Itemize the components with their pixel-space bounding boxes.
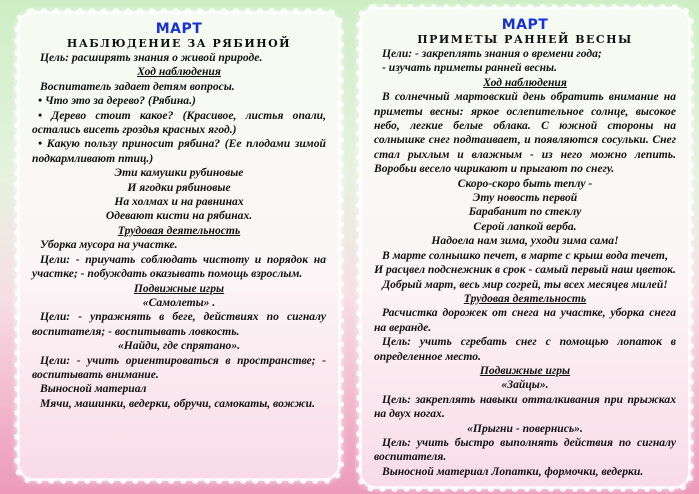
paragraph: - изучать приметы ранней весны. — [382, 61, 557, 75]
paragraph: Цели: - упражнять в беге, действиях по сигналу воспитателя; - воспитывать ловкость. — [32, 310, 326, 338]
left-page-panel — [20, 14, 338, 478]
paragraph: Выносной материал — [40, 382, 147, 396]
paragraph: В солнечный мартовский день обратить внимание на приметы весны: яркое ослепительное солнце, высокое небо, легкие белые облака. С южной стороны на солнышке снег подтаивает, и появляются сосульки. Снег стал рыхлым и влажным - из него можно лепить. Воробьи весело чирикают и прыгают по снегу. — [374, 90, 676, 176]
verse-line: «Зайцы». — [501, 378, 549, 392]
verse-line: Эти камушки рубиновые — [114, 166, 244, 180]
paragraph: Цели: - учить ориентироваться в пространстве; - воспитывать внимание. — [32, 353, 326, 381]
verse-line: Надоела нам зима, уходи зима сама! — [431, 234, 619, 248]
section-title: НАБЛЮДЕНИЕ ЗА РЯБИНОЙ — [66, 37, 292, 50]
verse-line: Скоро-скоро быть теплу - — [457, 176, 593, 190]
bullet-item: • Дерево стоит какое? (Красивое, листья опали, остались висеть гроздья красных ягод.) — [32, 108, 326, 137]
section-title: ПРИМЕТЫ РАННЕЙ ВЕСНЫ — [417, 33, 633, 46]
month-heading: МАРТ — [155, 21, 203, 37]
subheading: Ход наблюдения — [483, 75, 567, 89]
subheading: Подвижные игры — [479, 363, 571, 377]
paragraph: Расчистка дорожек от снега на участке, уборка снега на веранде. — [374, 306, 676, 334]
paragraph: Цель: учить быстро выполнять действия по сигналу воспитателя. — [374, 435, 676, 464]
paragraph: Мячи, машинки, ведерки, обручи, самокаты, вожжи. — [40, 396, 316, 410]
verse-line: И расцвел подснежник в срок - самый первый наш цветок. — [374, 263, 676, 277]
verse-line: Барабанит по стеклу — [468, 205, 582, 219]
paragraph: Цель: расширять знания о живой природе. — [40, 51, 263, 64]
month-heading: МАРТ — [501, 17, 549, 33]
paragraph: Цель: учить сгребать снег с помощью лопаток в определенное место. — [374, 335, 676, 363]
panel-body — [374, 47, 676, 479]
paragraph: Цель: закреплять навыки отталкивания при прыжках на двух ногах. — [374, 392, 676, 421]
paragraph: Цели: - закреплять знания о времени года; — [382, 47, 602, 60]
paragraph: Выносной материал Лопатки, формочки, ведерки. — [382, 464, 644, 478]
verse-line: «Найди, где спрятано». — [117, 339, 241, 353]
verse-line: «Самолеты» . — [142, 295, 216, 309]
verse-line: «Прыгни - повернись». — [467, 421, 583, 435]
subheading: Трудовая деятельность — [117, 223, 241, 237]
verse-line: Добрый март, весь мир согрей, ты всех месяцев милей! — [382, 277, 668, 291]
verse-line: Одевают кисти на рябинах. — [105, 209, 253, 223]
panel-body — [32, 51, 326, 411]
paragraph: Цели: - приучать соблюдать чистоту и порядок на участке; - побуждать оказывать помощь взрослым. — [32, 252, 326, 281]
right-page-panel — [362, 10, 688, 486]
verse-line: Серой лапкой верба. — [473, 219, 577, 233]
verse-line: И ягодки рябиновые — [127, 180, 231, 194]
subheading: Ход наблюдения — [137, 65, 221, 79]
bullet-item: • Какую пользу приносит рябина? (Ее плодами зимой подкармливают птиц.) — [32, 137, 326, 165]
subheading: Трудовая деятельность — [463, 291, 587, 305]
subheading: Подвижные игры — [133, 281, 225, 295]
verse-line: На холмах и на равнинах — [114, 195, 244, 209]
verse-line: Эту новость первой — [472, 191, 578, 205]
paragraph: Воспитатель задает детям вопросы. — [40, 79, 235, 93]
verse-line: В марте солнышко печет, в марте с крыш вода течет, — [381, 248, 669, 262]
bullet-item: • Что это за дерево? (Рябина.) — [38, 94, 196, 108]
paragraph: Уборка мусора на участке. — [40, 238, 178, 252]
